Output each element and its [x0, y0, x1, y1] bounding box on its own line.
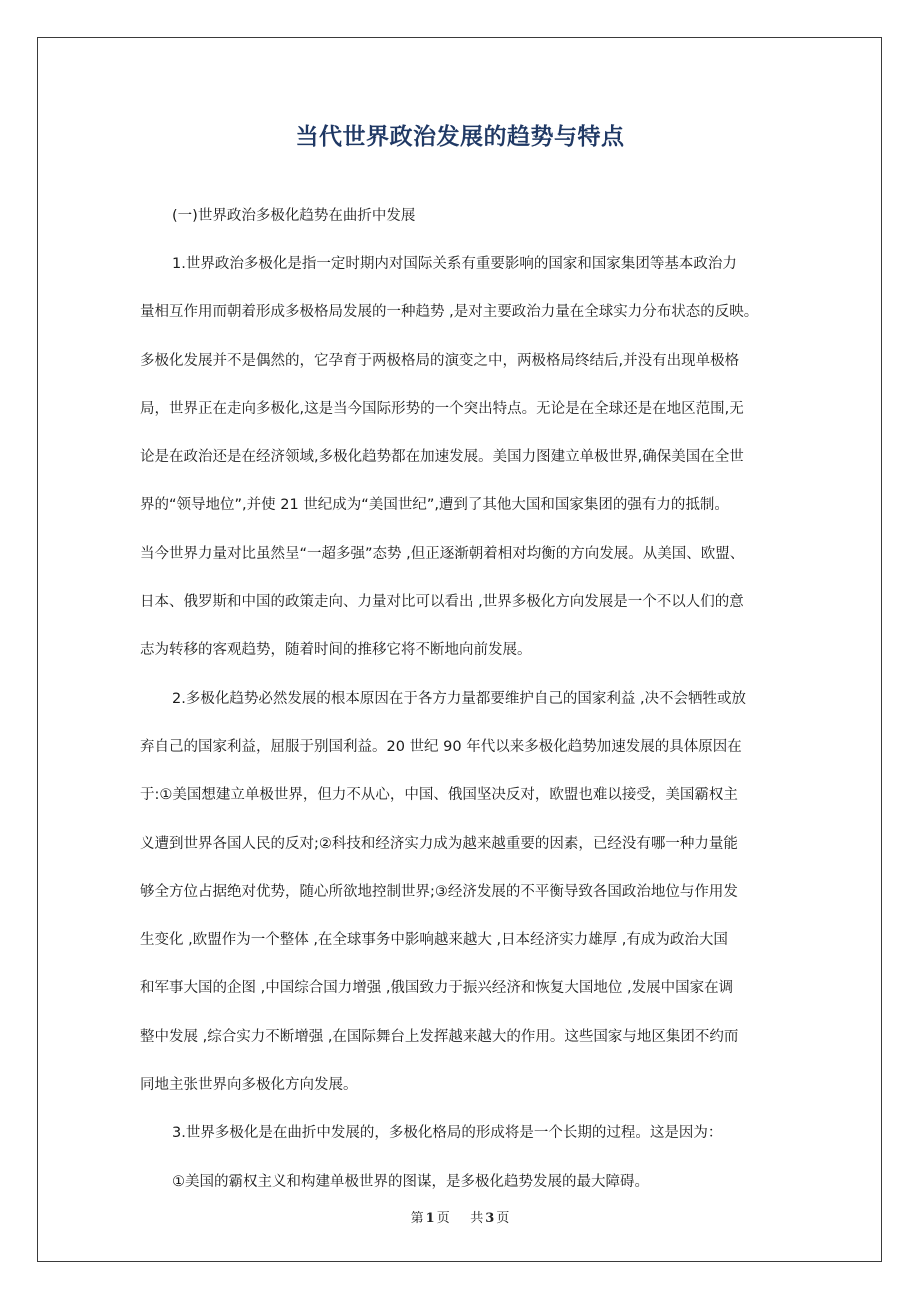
paragraph-line: 弃自己的国家利益，屈服于别国利益。20 世纪 90 年代以来多极化趋势加速发展的具体原因在	[140, 738, 742, 755]
paragraph-line: 整中发展 ,综合实力不断增强 ,在国际舞台上发挥越来越大的作用。这些国家与地区集团不约而	[140, 1028, 739, 1045]
paragraph-2	[140, 675, 790, 1110]
paragraph-line: 论是在政治还是在经济领域,多极化趋势都在加速发展。美国力图建立单极世界,确保美国在全世	[140, 449, 744, 466]
page-prefix: 第	[410, 1211, 424, 1226]
paragraph-line: 日本、俄罗斯和中国的政策走向、力量对比可以看出 ,世界多极化方向发展是一个不以人们的意	[140, 594, 744, 611]
paragraph-line: 多极化发展并不是偶然的，它孕育于两极格局的演变之中，两极格局终结后,并没有出现单极格	[140, 352, 740, 369]
document-title: 当代世界政治发展的趋势与特点	[295, 124, 625, 150]
paragraph-line: 当今世界力量对比虽然呈“一超多强”态势 ,但正逐渐朝着相对均衡的方向发展。从美国、欧盟、	[140, 545, 745, 562]
paragraph-line: 够全方位占据绝对优势，随心所欲地控制世界;③经济发展的不平衡导致各国政治地位与作用发	[140, 883, 738, 900]
paragraph-line: 志为转移的客观趋势，随着时间的推移它将不断地向前发展。	[140, 642, 532, 659]
page-footer	[0, 1207, 920, 1226]
paragraph-line: 1.世界政治多极化是指一定时期内对国际关系有重要影响的国家和国家集团等基本政治力	[172, 256, 737, 272]
paragraph-3	[140, 1109, 790, 1157]
paragraph-line: 3.世界多极化是在曲折中发展的，多极化格局的形成将是一个长期的过程。这是因为：	[172, 1125, 723, 1142]
paragraph-line: ①美国的霸权主义和构建单极世界的图谋，是多极化趋势发展的最大障碍。	[172, 1173, 649, 1190]
paragraph-line: 局，世界正在走向多极化,这是当今国际形势的一个突出特点。无论是在全球还是在地区范围,无	[140, 400, 744, 417]
paragraph-line: 生变化 ,欧盟作为一个整体 ,在全球事务中影响越来越大 ,日本经济实力雄厚 ,有成为政治大国	[140, 932, 728, 949]
paragraph-line: 量相互作用而朝着形成多极格局发展的一种趋势 ,是对主要政治力量在全球实力分布状态的反映。	[140, 304, 759, 321]
paragraph-line: 2.多极化趋势必然发展的根本原因在于各方力量都要维护自己的国家利益 ,决不会牺牲或放	[172, 690, 747, 707]
current-page-number: 1	[425, 1211, 435, 1226]
paragraph-4	[140, 1158, 790, 1206]
total-suffix: 页	[496, 1211, 510, 1226]
paragraph-line: 义遭到世界各国人民的反对;②科技和经济实力成为越来越重要的因素，已经没有哪一种力量能	[140, 835, 738, 852]
paragraph-line: 和军事大国的企图 ,中国综合国力增强 ,俄国致力于振兴经济和恢复大国地位 ,发展中国家在调	[140, 980, 734, 997]
document-body	[140, 192, 790, 1206]
total-pages-number: 3	[485, 1211, 495, 1226]
paragraph-1	[140, 240, 790, 675]
total-prefix: 共	[470, 1211, 484, 1226]
paragraph-line: 于:①美国想建立单极世界，但力不从心，中国、俄国坚决反对，欧盟也难以接受，美国霸权主	[140, 787, 738, 804]
paragraph-line: 界的“领导地位”,并使 21 世纪成为“美国世纪”,遭到了其他大国和国家集团的强有力的抵制。	[140, 497, 729, 514]
paragraph-line: 同地主张世界向多极化方向发展。	[140, 1077, 358, 1094]
page-suffix: 页	[436, 1211, 450, 1226]
section-heading: (一)世界政治多极化趋势在曲折中发展	[172, 208, 416, 224]
